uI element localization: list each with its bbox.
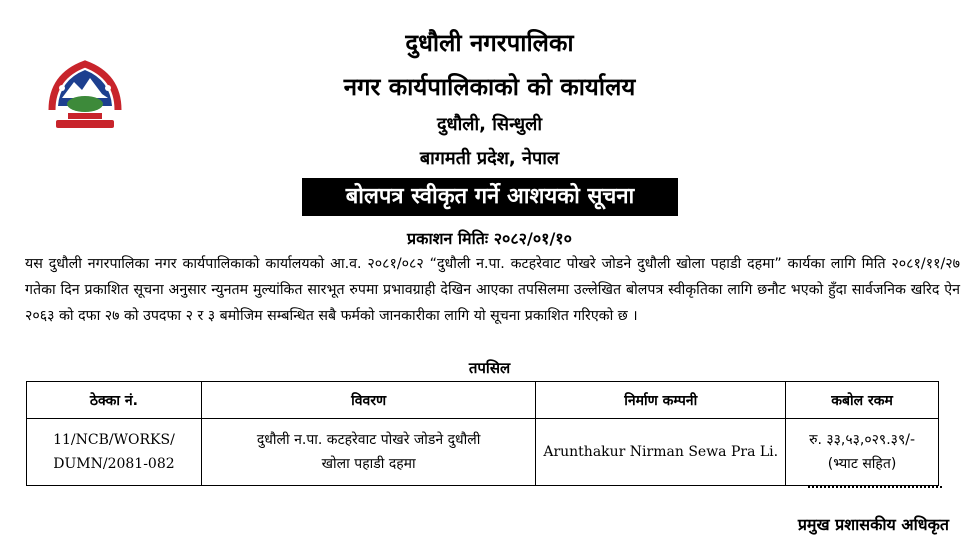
amount-cell — [786, 419, 939, 486]
description-cell — [201, 419, 535, 486]
header-company: निर्माण कम्पनी — [536, 382, 786, 419]
office-title: नगर कार्यपालिकाको को कार्यालय — [343, 73, 636, 101]
description-line1: दुधौली न.पा. कटहरेवाट पोखरे जोडने दुधौली — [256, 432, 481, 448]
published-date: प्रकाशन मितिः २०८२/०१/१० — [407, 229, 572, 248]
details-heading: तपसिल — [468, 359, 511, 377]
header-bid-amount: कबोल रकम — [786, 382, 939, 419]
table-header-row — [27, 382, 939, 419]
signatory-title: प्रमुख प्रशासकीय अधिकृत — [797, 515, 949, 534]
award-table — [26, 381, 939, 486]
province-country: बागमती प्रदेश, नेपाल — [419, 148, 560, 169]
contract-no-line2: DUMN/2081-082 — [53, 456, 175, 472]
description-line2: खोला पहाडी दहमा — [321, 456, 416, 472]
header-description: विवरण — [201, 382, 535, 419]
office-address: दुधौली, सिन्धुली — [436, 114, 542, 135]
signature-line — [808, 486, 942, 488]
contract-no-cell — [27, 419, 202, 486]
table-row — [27, 419, 939, 486]
company-cell: Arunthakur Nirman Sewa Pra Li. — [536, 419, 786, 486]
contract-no-line1: 11/NCB/WORKS/ — [53, 432, 175, 448]
municipality-title: दुधौली नगरपालिका — [405, 29, 574, 57]
amount-line1: रु. ३३,५३,०२९.३९/- — [809, 432, 915, 448]
header-contract-no: ठेक्का नं. — [27, 382, 202, 419]
amount-line2: (भ्याट सहित) — [827, 456, 897, 472]
notice-title-banner: बोलपत्र स्वीकृत गर्ने आशयको सूचना — [302, 178, 678, 216]
notice-body: यस दुधौली नगरपालिका नगर कार्यपालिकाको कार्यालयको आ.व. २०८१/०८२ “दुधौली न.पा. कटहरेवाट पोखरे जोडने दुधौली खोला पहाडी दहमा” कार्यका लागि मिति २०८१/११/२७ गतेका दिन प्रकाशित सूचना अनुसार न्युनतम मुल्यांकित सारभूत रुपमा प्रभावग्राही देखिन आएका तपसिलमा उल्लेखित बोलपत्र स्वीकृतिका लागि छनौट भएको हुँदा सार्वजनिक खरिद ऐन २०६३ को दफा २७ को उपदफा २ र ३ बमोजिम सम्बन्धित सबै फर्मको जानकारीका लागि यो सूचना प्रकाशित गरिएको छ । — [25, 256, 960, 324]
